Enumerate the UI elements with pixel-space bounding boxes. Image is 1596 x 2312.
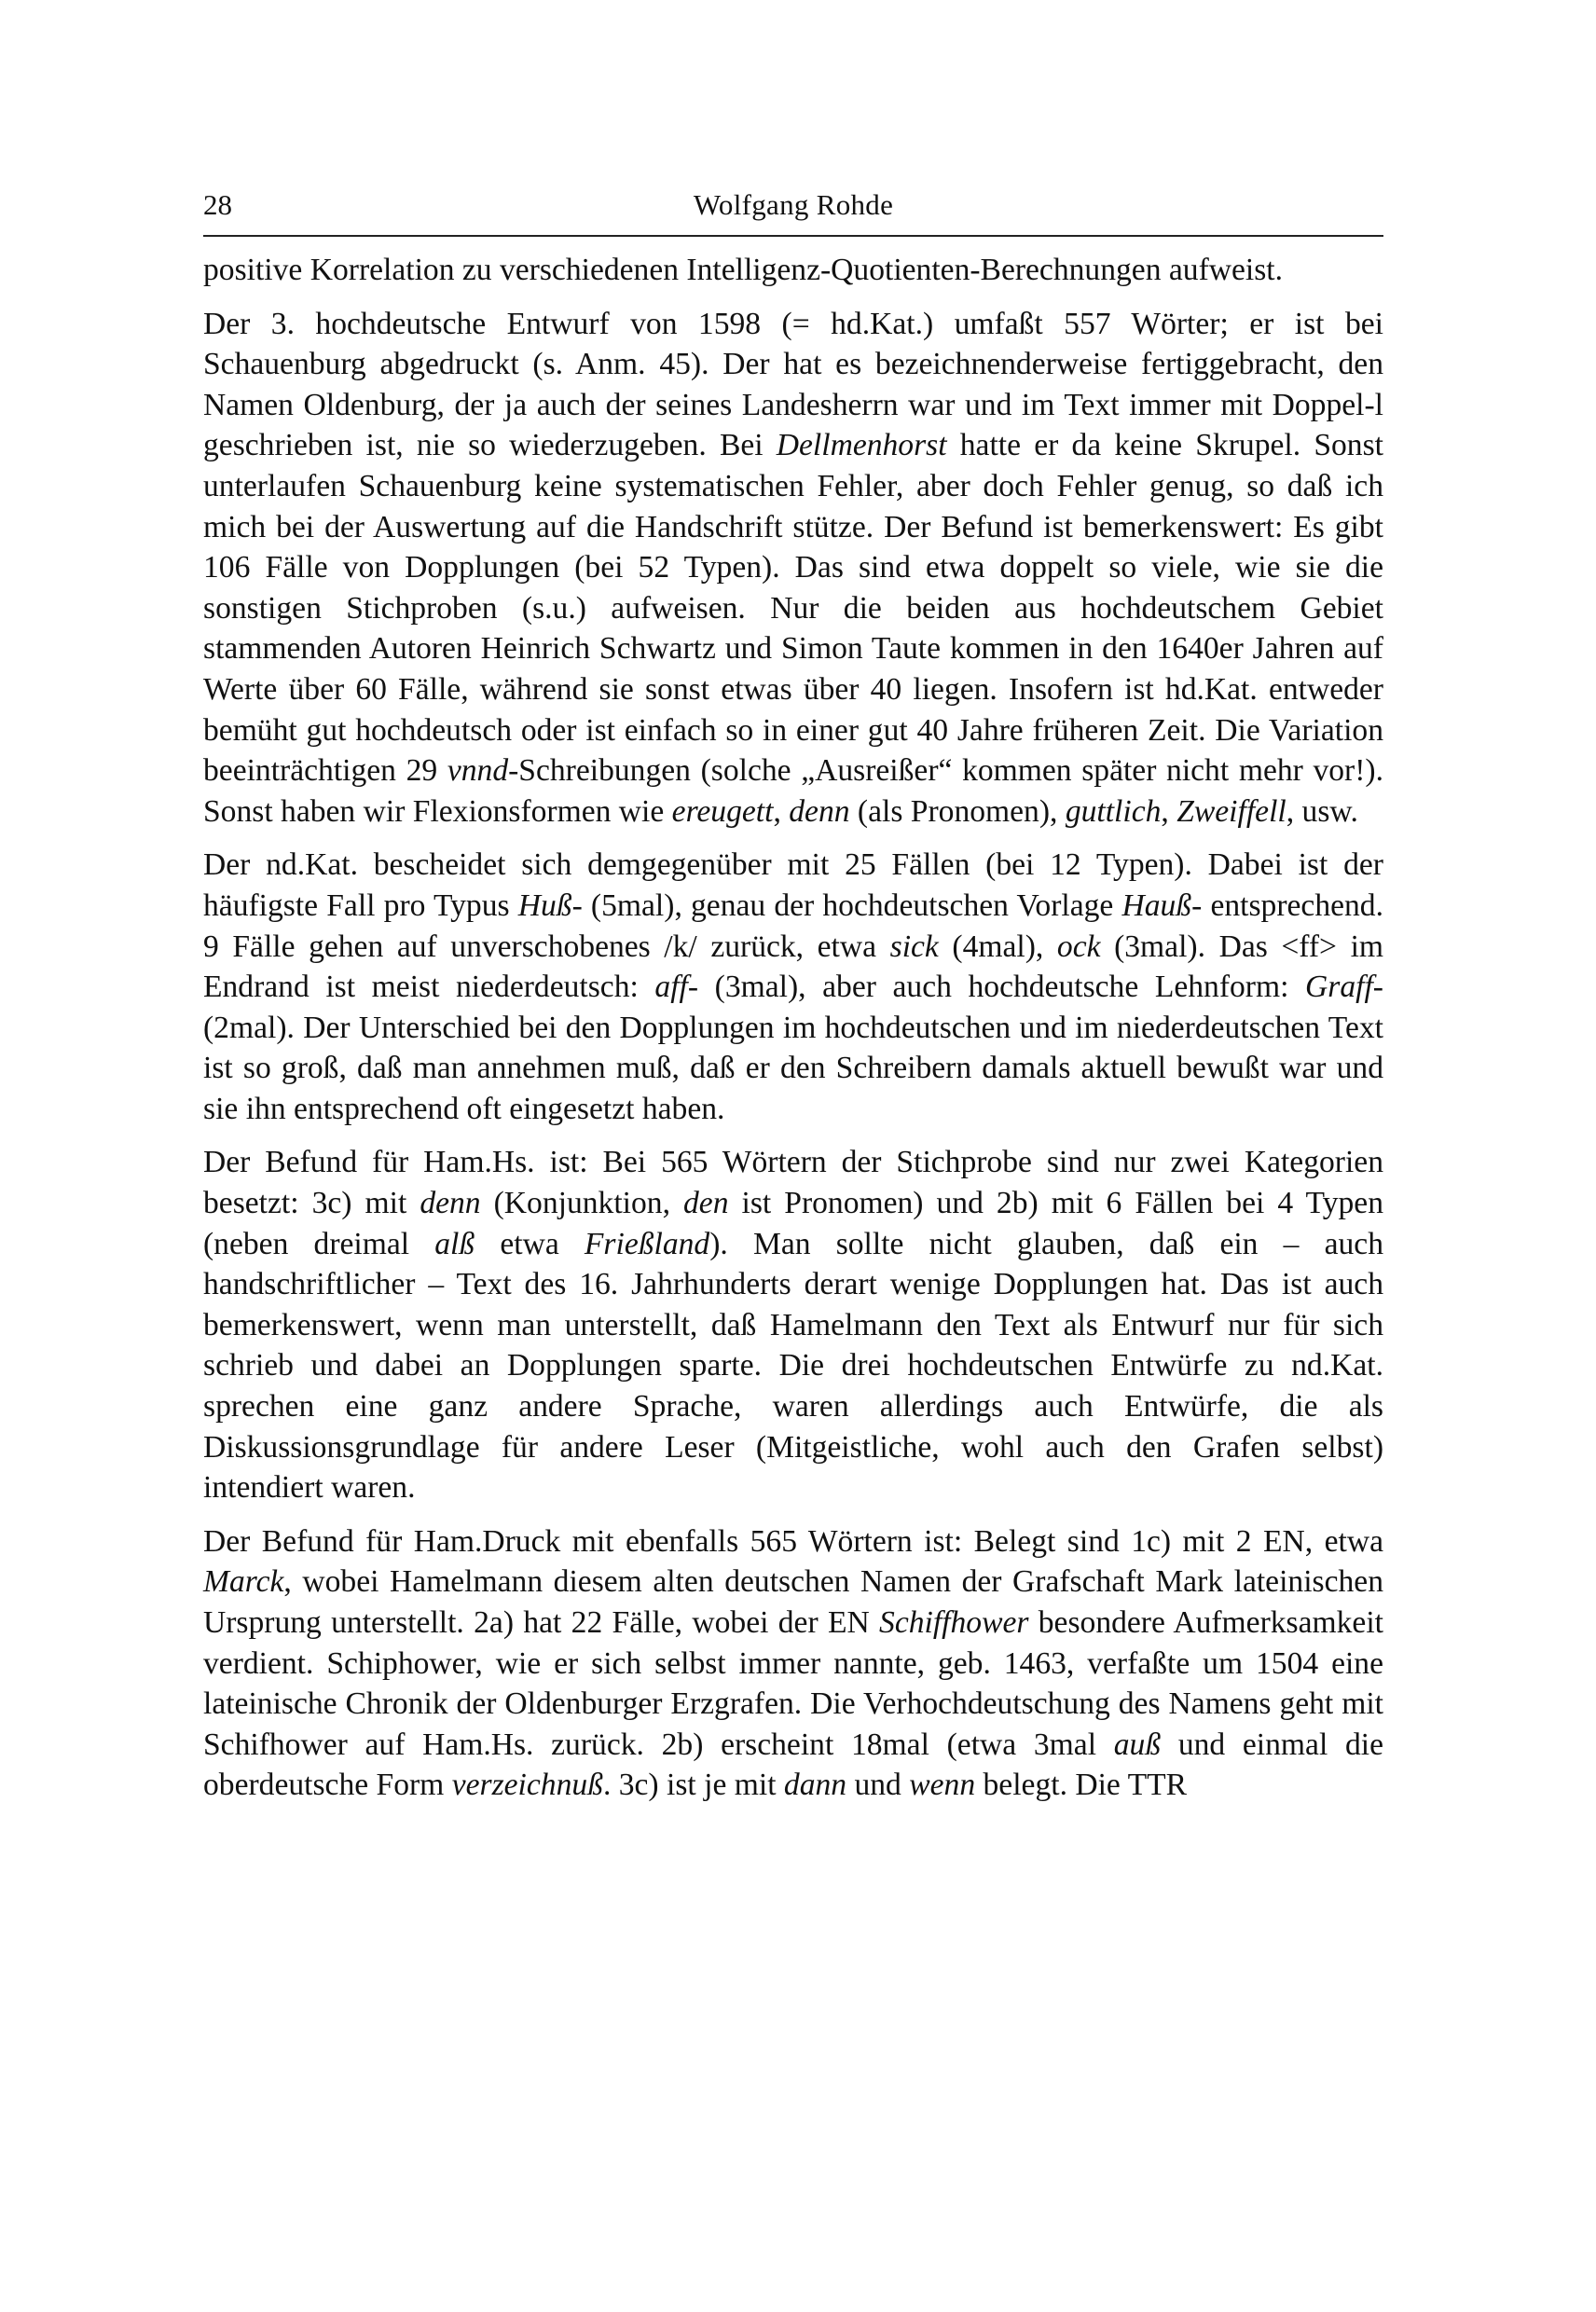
page-number: 28 [203, 188, 232, 221]
text-run: , wobei Hamelmann diesem alten deutschen Namen der Grafschaft Mark lateinischen Ursprung unterstellt. 2a) hat 22 Fälle, wobei der EN [203, 1564, 1383, 1640]
italic-term: Schiffhower [879, 1605, 1029, 1640]
text-run: und [846, 1768, 910, 1803]
text-run: (2mal). Der Unterschied bei den Dopplungen im hochdeutschen und im niederdeutschen Text ist so groß, daß man annehmen muß, daß er den Schreibern damals aktuell bewußt war und sie ihn entsprechend oft eingesetzt haben. [203, 1010, 1383, 1126]
paragraph-4 [203, 1142, 1383, 1507]
italic-term: Graff- [1305, 970, 1383, 1005]
text-run: ). Man sollte nicht glauben, daß ein – auch handschriftlicher – Text des 16. Jahrhunderts derart wenige Dopplungen hat. Das ist auch bemerkenswert, wenn man unterstellt, daß Hamelmann den Text als Entwurf nur für sich schrieb und dabei an Dopplungen sparte. Die drei hochdeutschen Entwürfe zu nd.Kat. sprechen eine ganz andere Sprache, waren allerdings auch Entwürfe, die als Diskussionsgrundlage für andere Leser (Mitgeistliche, wohl auch den Grafen selbst) intendiert waren. [203, 1226, 1383, 1506]
italic-term: guttlich [1065, 793, 1162, 829]
italic-term: denn [789, 793, 850, 829]
italic-term: auß [1113, 1727, 1162, 1762]
italic-term: verzeichnuß [451, 1768, 603, 1803]
body-text [203, 250, 1383, 1806]
paragraph-5 [203, 1521, 1383, 1806]
italic-term: aff- [654, 970, 699, 1005]
italic-term: Hauß- [1121, 888, 1203, 923]
italic-term: wenn [909, 1768, 976, 1803]
text-run: positive Korrelation zu verschiedenen Intelligenz-Quotienten-Berechnungen aufweist. [203, 253, 1284, 287]
text-run: (Konjunktion, [480, 1186, 683, 1221]
text-run: Der 3. hochdeutsche Entwurf von 1598 (= hd.Kat.) umfaßt 557 Wörter; er ist bei Schauenburg abgedruckt (s. Anm. 45). Der hat es bezeichnenderweise fertiggebracht, den Namen Oldenburg, der ja auch der seines Landesherrn war und im Text immer mit Doppel-l geschrieben ist, nie so wiederzugeben. Bei [203, 306, 1383, 463]
book-page [203, 183, 1383, 1819]
text-run: entsprechend. 9 Fälle gehen auf unverschobenes /k/ zurück, etwa [203, 888, 1383, 964]
running-head [203, 183, 1383, 227]
italic-term: denn [420, 1186, 481, 1221]
text-run: Der Befund für Ham.Hs. ist: Bei 565 Wörtern der Stichprobe sind nur zwei Kategorien besetzt: 3c) mit [203, 1145, 1383, 1221]
italic-term: Huß- [517, 888, 583, 923]
italic-term: Frießland [584, 1226, 710, 1261]
text-run: hatte er da keine Skrupel. Sonst unterlaufen Schauenburg keine systematischen Fehler, aber doch Fehler genug, so daß ich mich bei der Auswertung auf die Handschrift stütze. Der Befund ist bemerkenswert: Es gibt 106 Fälle von Dopplungen (bei 52 Typen). Das sind etwa doppelt so viele, wie sie die sonstigen Stichproben (s.u.) aufweisen. Nur die beiden aus hochdeutschem Gebiet stammenden Autoren Heinrich Schwartz und Simon Taute kommen in den 1640er Jahren auf Werte über 60 Fälle, während sie sonst etwas über 40 liegen. Insofern ist hd.Kat. entweder bemüht gut hochdeutsch oder ist einfach so in einer gut 40 Jahre früheren Zeit. Die Variation beeinträchtigen 29 [203, 428, 1383, 789]
text-run: (als Pronomen), [849, 793, 1066, 829]
text-run: ist Pronomen) und 2b) mit 6 Fällen bei 4 Typen (neben dreimal [203, 1186, 1383, 1261]
text-run: (3mal). Das <ff> im Endrand ist meist niederdeutsch: [203, 929, 1384, 1005]
text-run: , usw. [1286, 793, 1358, 829]
text-run: (5mal), genau der hochdeutschen Vorlage [582, 888, 1122, 923]
italic-term: dann [783, 1768, 847, 1803]
text-run: belegt. Die TTR [975, 1768, 1188, 1803]
italic-term: Zweiffell [1176, 793, 1286, 829]
text-run: etwa [475, 1226, 585, 1261]
paragraph-2 [203, 304, 1383, 833]
italic-term: vnnd [447, 753, 509, 789]
text-run: Der nd.Kat. bescheidet sich demgegenüber mit 25 Fällen (bei 12 Typen). Dabei ist der häufigste Fall pro Typus [203, 847, 1383, 923]
italic-term: ock [1056, 929, 1101, 964]
italic-term: den [683, 1186, 729, 1221]
text-run: Der Befund für Ham.Druck mit ebenfalls 565 Wörtern ist: Belegt sind 1c) mit 2 EN, etwa [203, 1523, 1383, 1559]
italic-term: sick [889, 929, 939, 964]
text-run: (3mal), aber auch hochdeutsche Lehnform: [698, 970, 1306, 1005]
italic-term: ereugett [671, 793, 774, 829]
text-run: , [1161, 793, 1177, 829]
paragraph-1 [203, 250, 1383, 291]
text-run: und einmal die oberdeutsche Form [203, 1727, 1384, 1803]
text-run: (4mal), [938, 929, 1057, 964]
text-run: . 3c) ist je mit [602, 1768, 784, 1803]
paragraph-3 [203, 845, 1383, 1129]
text-run: -Schreibungen (solche „Ausreißer“ kommen später nicht mehr vor!). Sonst haben wir Flexionsformen wie [203, 753, 1383, 829]
text-run: besondere Aufmerksamkeit verdient. Schiphower, wie er sich selbst immer nannte, geb. 1463, verfaßte um 1504 eine lateinische Chronik der Oldenburger Erzgrafen. Die Verhochdeutschung des Namens geht mit Schifhower auf Ham.Hs. zurück. 2b) erscheint 18mal (etwa 3mal [203, 1605, 1383, 1762]
italic-term: alß [434, 1226, 475, 1261]
text-run: , [773, 793, 790, 829]
header-rule [203, 235, 1383, 237]
italic-term: Dellmenhorst [776, 428, 947, 463]
running-title: Wolfgang Rohde [693, 188, 894, 221]
italic-term: Marck [203, 1564, 284, 1600]
